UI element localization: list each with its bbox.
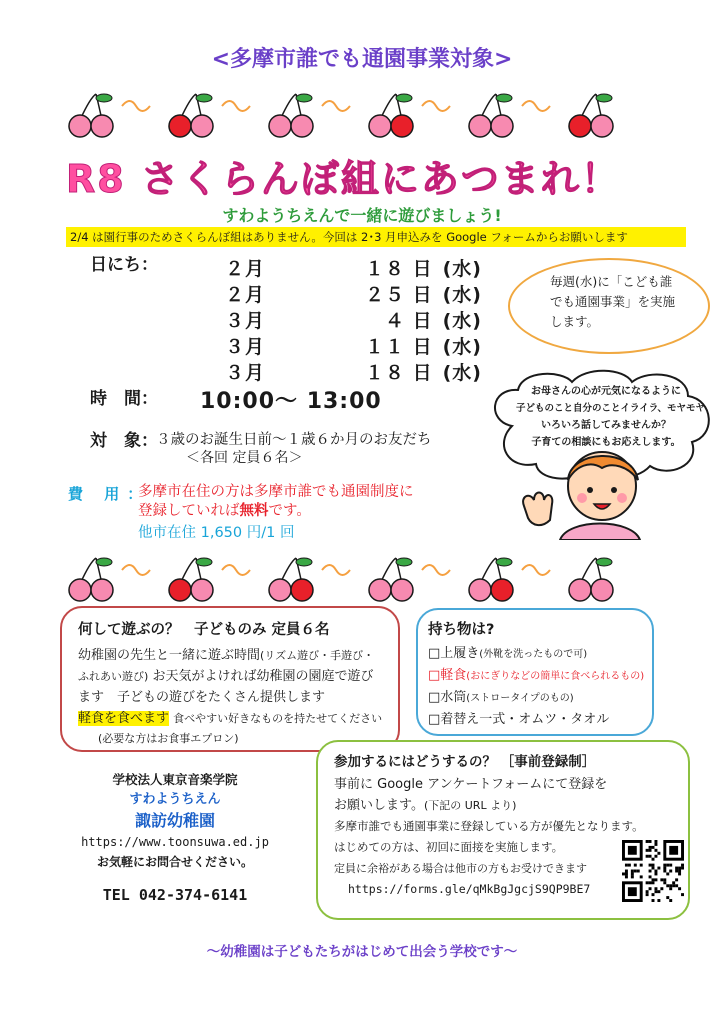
swirl-icon: [322, 565, 350, 575]
play-note: (リズム遊び・手遊び・: [260, 649, 375, 662]
fee-line-prefix: 登録していれば: [138, 503, 240, 519]
main-title: R8 さくらんぼ組にあつまれ！: [66, 157, 621, 201]
date-unit: 日: [412, 310, 433, 332]
qr-code-icon[interactable]: [622, 840, 684, 902]
snack-highlight: 軽食を食べます: [78, 711, 170, 726]
item-note: (外靴を洗ったもので可): [479, 649, 588, 660]
fee-line: 多摩市在住の方は多摩市誰でも通園制度に: [138, 484, 414, 500]
cherry-decoration-top: [60, 92, 660, 138]
register-line: 多摩市誰でも通園事業に登録している方が優先となります。: [334, 819, 644, 833]
item-name: □水筒: [428, 690, 467, 705]
school-corp: 学校法人東京音楽学院: [112, 772, 238, 787]
items-box-content: [428, 618, 648, 730]
cherry-decoration-middle: [60, 556, 660, 602]
date-weekday: (水): [442, 258, 482, 280]
date-row: [225, 254, 491, 280]
time-label: 時 間：: [90, 389, 158, 409]
item-row: [428, 709, 648, 730]
cherry-icon: [369, 558, 413, 601]
swirl-icon: [122, 565, 150, 575]
fee-free: 無料: [239, 503, 269, 519]
swirl-icon: [522, 101, 550, 111]
fee-label: 費 用：: [68, 485, 151, 503]
play-text: 幼稚園の先生と一緒に遊ぶ時間: [78, 648, 261, 663]
item-name: □上履き: [428, 646, 480, 661]
target-label: 対 象：: [90, 431, 158, 451]
play-line: (必要な方はお食事エプロン): [98, 732, 239, 745]
register-heading: 参加するにはどうするの？ ［事前登録制］: [334, 754, 596, 770]
cherry-icon: [169, 94, 213, 137]
footer-slogan: ～幼稚園は子どもたちがはじめて出会う学校です～: [206, 944, 518, 960]
cherry-icon: [69, 558, 113, 601]
register-line: 事前に Google アンケートフォームにて登録を: [334, 777, 608, 792]
date-row: [225, 332, 491, 358]
date-day: １８: [364, 362, 405, 384]
item-row: [428, 687, 648, 709]
date-day: １１: [364, 336, 405, 358]
register-line: 定員に余裕がある場合は他市の方もお受けできます: [334, 862, 587, 875]
capacity-text: ＜各回 定員６名＞: [186, 450, 303, 466]
swirl-icon: [322, 101, 350, 111]
time-value: 10:00～ 13:00: [200, 389, 382, 414]
date-day: １８: [364, 258, 405, 280]
play-line: [78, 666, 394, 687]
play-line: ます 子どもの遊びをたくさん提供します: [78, 690, 326, 705]
date-unit: 日: [412, 258, 433, 280]
item-name: □軽食: [428, 668, 467, 683]
date-weekday: (水): [442, 362, 482, 384]
notice-banner: 2/4 は園行事のためさくらんぼ組はありません。今回は 2･3 月申込みを Google フォームからお願いします: [66, 227, 686, 247]
school-info: [60, 770, 290, 906]
subtitle: すわようちえんで一緒に遊びましょう!: [222, 206, 502, 225]
cherry-icon: [269, 558, 313, 601]
date-month: ２月: [225, 258, 266, 280]
date-weekday: (水): [442, 310, 482, 332]
date-row: [225, 358, 491, 384]
date-month: ２月: [225, 284, 266, 306]
cloud-line: いろいろ話してみませんか？: [541, 420, 671, 431]
register-line: はじめての方は、初回に面接を実施します。: [334, 840, 564, 854]
swirl-icon: [522, 565, 550, 575]
items-heading: 持ち物は?: [428, 622, 495, 638]
play-heading: 何して遊ぶの？ 子どものみ 定員６名: [78, 622, 330, 638]
school-tel[interactable]: TEL 042-374-6141: [102, 886, 248, 904]
cherry-icon: [569, 558, 613, 601]
cloud-line: 子育ての相談にもお応えします。: [531, 437, 681, 448]
date-unit: 日: [412, 336, 433, 358]
register-note: (下記の URL より): [423, 799, 517, 812]
cherry-icon: [569, 94, 613, 137]
play-note: 食べやすい好きなものを持たせてください: [173, 712, 383, 725]
fee-line: [138, 502, 438, 521]
date-unit: 日: [412, 284, 433, 306]
cherry-icon: [369, 94, 413, 137]
fee-text: [138, 483, 438, 521]
play-text: お天気がよければ幼稚園の園庭で遊び: [152, 669, 374, 684]
date-month: ３月: [225, 310, 266, 332]
item-row: [428, 665, 648, 687]
swirl-icon: [122, 101, 150, 111]
item-note: (おにぎりなどの簡単に食べられるもの): [466, 671, 645, 682]
date-weekday: (水): [442, 336, 482, 358]
school-kindergarten: すわようちえん: [129, 792, 221, 807]
swirl-icon: [422, 565, 450, 575]
register-line: [334, 795, 674, 816]
item-note: (ストロータイプのもの): [466, 693, 574, 704]
play-box-content: [78, 618, 394, 749]
item-name: □着替え一式・オムツ・タオル: [428, 712, 610, 727]
date-month: ３月: [225, 336, 266, 358]
date-day: ４: [384, 310, 405, 332]
cherry-icon: [69, 94, 113, 137]
date-weekday: (水): [442, 284, 482, 306]
top-banner: <多摩市誰でも通園事業対象>: [211, 47, 513, 72]
items-list: [428, 643, 648, 730]
target-value: ３歳のお誕生日前～１歳６か月のお友だち: [156, 432, 432, 448]
fee-line-suffix: です。: [268, 503, 311, 519]
cloud-line: お母さんの心が元気になるように: [531, 386, 681, 397]
date-unit: 日: [412, 362, 433, 384]
swirl-icon: [422, 101, 450, 111]
fee-other: 他市在住 1,650 円/1 回: [138, 525, 295, 541]
date-label: 日にち：: [90, 255, 158, 275]
cherry-icon: [469, 558, 513, 601]
date-day: ２５: [364, 284, 405, 306]
swirl-icon: [222, 565, 250, 575]
cherry-icon: [169, 558, 213, 601]
date-row: [225, 306, 491, 332]
play-line: [78, 708, 394, 729]
cloud-line: 子どものこと自分のことイライラ、モヤモヤ: [516, 403, 705, 414]
cherry-icon: [269, 94, 313, 137]
callout-text: 毎週(水)に「こども誰でも通園事業」を実施します。: [550, 274, 676, 329]
play-line: [78, 645, 394, 666]
school-contact: お気軽にお問合せください。: [96, 855, 253, 869]
registration-url[interactable]: https://forms.gle/qMkBgJgcjS9QP9BE7: [348, 882, 591, 896]
date-row: [225, 280, 491, 306]
swirl-icon: [222, 101, 250, 111]
school-name: 諏訪幼稚園: [134, 811, 215, 830]
date-list: [225, 254, 491, 384]
register-text: お願いします。: [334, 798, 424, 813]
play-note: ふれあい遊び): [78, 670, 149, 683]
cherry-icon: [469, 94, 513, 137]
school-website[interactable]: https://www.toonsuwa.ed.jp: [81, 835, 269, 849]
date-month: ３月: [225, 362, 266, 384]
child-illustration: [520, 440, 680, 540]
item-row: [428, 643, 648, 665]
